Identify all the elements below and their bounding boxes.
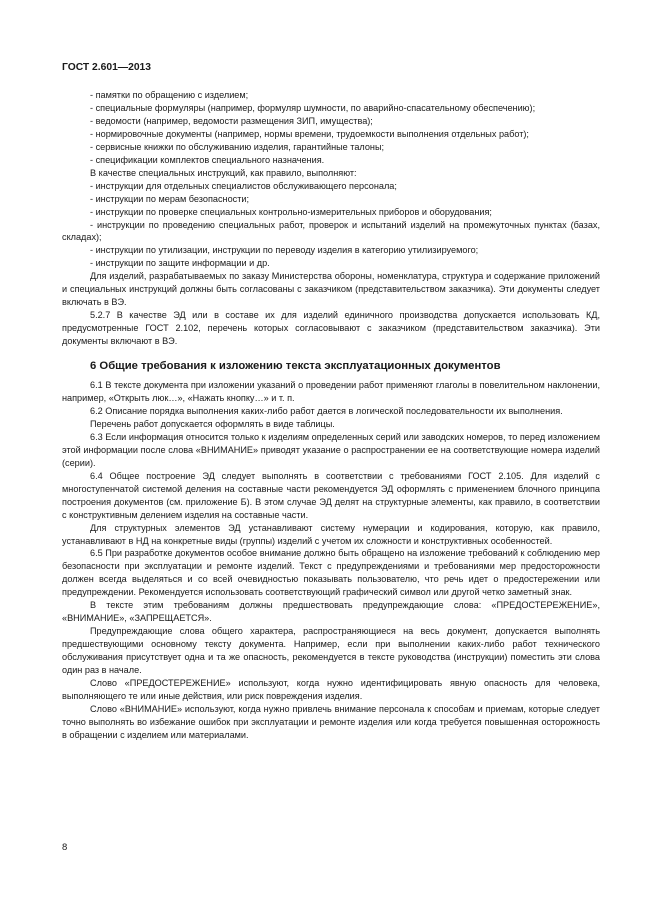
paragraph: - инструкции для отдельных специалистов обслуживающего персонала; — [90, 180, 397, 191]
paragraph: - инструкции по защите информации и др. — [90, 258, 270, 269]
paragraph: - ведомости (например, ведомости размещения ЗИП, имущества); — [90, 115, 373, 126]
paragraph: Для структурных элементов ЭД устанавливают систему нумерации и кодирования, которую, как правило, устанавливают в НД на конкретные виды (группы) изделий с учетом их сложности и конструктивных особенностей. — [62, 522, 600, 546]
paragraph: 5.2.7 В качестве ЭД или в составе их для изделий единичного производства допускается использовать КД, предусмотренные ГОСТ 2.102, перечень которых согласовывают с заказчиком (представительством заказчика). Эти документы включают в ВЭ. — [62, 310, 600, 347]
paragraph: - инструкции по утилизации, инструкции по переводу изделия в категорию утилизируемого; — [90, 245, 479, 256]
paragraph: В тексте этим требованиям должны предшествовать предупреждающие слова: «ПРЕДОСТЕРЕЖЕНИЕ», «ВНИМАНИЕ», «ЗАПРЕЩАЕТСЯ». — [62, 600, 600, 624]
paragraph: Для изделий, разрабатываемых по заказу Министерства обороны, номенклатура, структура и содержание приложений и специальных инструкций должны быть согласованы с заказчиком (представительством заказчика). Эти документы следует включать в ВЭ. — [62, 271, 600, 308]
document-header: ГОСТ 2.601—2013 — [62, 62, 152, 73]
paragraph: 6.1 В тексте документа при изложении указаний о проведении работ применяют глаголы в повелительном наклонении, например, «Открыть люк…», «Нажать кнопку…» и т. п. — [62, 380, 600, 404]
paragraph: 6.4 Общее построение ЭД следует выполнять в соответствии с требованиями ГОСТ 2.105. Для изделий с многоступенчатой системой деления на составные части рекомендуется ЭД оформлять с применением блочного принципа построения документов (см. приложение Б). В этом случае ЭД делят на структурные элементы, как правило, в соответствии с конструктивным делением изделия на составные части. — [62, 470, 600, 520]
paragraph: - памятки по обращению с изделием; — [90, 90, 249, 100]
paragraph: 6.2 Описание порядка выполнения каких-либо работ дается в логической последовательности их выполнения. — [90, 405, 563, 416]
paragraph: 6.5 При разработке документов особое внимание должно быть обращено на изложение требований к соблюдению мер безопасности при эксплуатации и ремонте изделий. Текст с предупреждениями и требованиями мер предосторожности должен всегда выделяться и со всей очевидностью показывать пользователю, что речь идет о предостережении или предупреждении. Рекомендуется использовать соответствующий графический символ или другой четко заметный знак. — [62, 548, 600, 598]
page-number: 8 — [62, 842, 68, 853]
paragraph: - специальные формуляры (например, формуляр шумности, по аварийно-спасательному обеспечению); — [90, 102, 536, 113]
paragraph: В качестве специальных инструкций, как правило, выполняют: — [90, 167, 357, 178]
paragraph: - инструкции по проведению специальных работ, проверок и испытаний изделий на промежуточных пунктах (базах, складах); — [62, 219, 600, 243]
paragraph: 6.3 Если информация относится только к изделиям определенных серий или заводских номеров, то перед изложением этой информации после слова «ВНИМАНИЕ» приводят указание о распространении ее на соответствующие номера изделий (серии). — [62, 431, 600, 468]
paragraph: - спецификации комплектов специального назначения. — [90, 154, 325, 165]
paragraph: - нормировочные документы (например, нормы времени, трудоемкости выполнения отдельных работ); — [90, 128, 529, 139]
paragraph: Слово «ПРЕДОСТЕРЕЖЕНИЕ» используют, когда нужно идентифицировать явную опасность для человека, выполняющего те или иные действия, или риск повреждения изделия. — [62, 677, 600, 701]
paragraph: Перечень работ допускается оформлять в виде таблицы. — [90, 418, 335, 429]
paragraph: - сервисные книжки по обслуживанию изделия, гарантийные талоны; — [90, 141, 385, 152]
paragraph: - инструкции по проверке специальных контрольно-измерительных приборов и оборудования; — [90, 206, 492, 217]
paragraph: - инструкции по мерам безопасности; — [90, 193, 250, 204]
paragraph: Предупреждающие слова общего характера, распространяющиеся на весь документ, допускается выполнять предшествующими основному тексту документа. Например, если при выполнении каких-либо работ технического обслуживания присутствует одна и та же опасность, рекомендуется в тексте руководства (инструкции) поместить эти слова один раз в начале. — [62, 626, 600, 676]
page-body — [62, 89, 600, 742]
paragraph: Слово «ВНИМАНИЕ» используют, когда нужно привлечь внимание персонала к способам и приемам, которые следует точно выполнять во избежание ошибок при эксплуатации и ремонте изделия или когда требуется повышенная осторожность в обращении с изделием или материалами. — [62, 703, 600, 740]
section-title: 6 Общие требования к изложению текста эксплуатационных документов — [90, 360, 501, 373]
